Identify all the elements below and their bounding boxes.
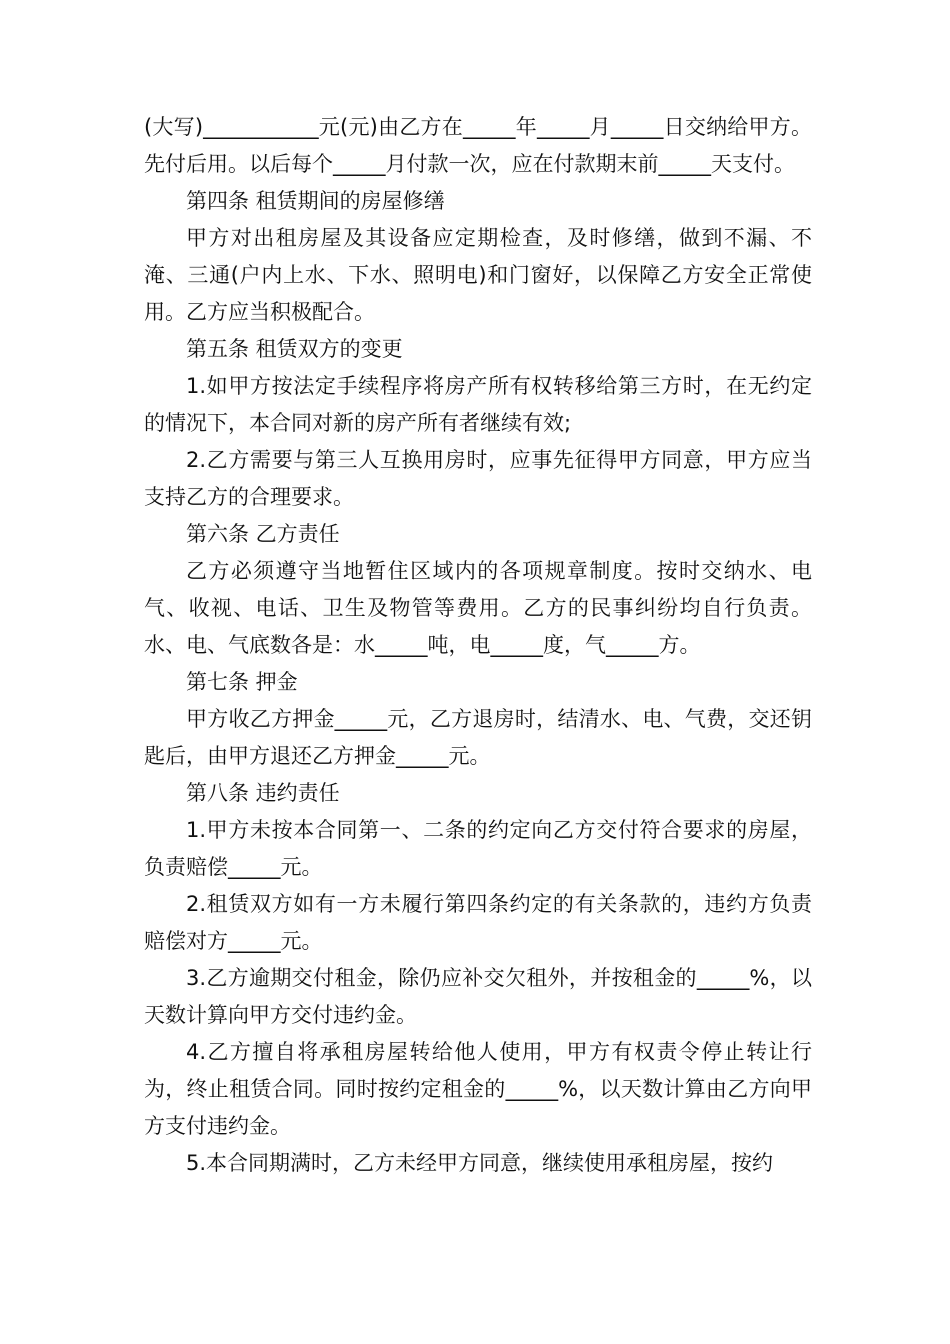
paragraph-breach-3: 3.乙方逾期交付租金，除仍应补交欠租外，并按租金的_____%，以天数计算向甲方交付违约金。 [144,966,812,1027]
heading-article-8: 第八条 违约责任 [186,781,340,805]
paragraph-deposit: 甲方收乙方押金_____元，乙方退房时，结清水、电、气费，交还钥匙后，由甲方退还乙方押金_____元。 [144,707,812,768]
heading-article-4: 第四条 租赁期间的房屋修缮 [186,189,445,213]
paragraph-change-2: 2.乙方需要与第三人互换用房时，应事先征得甲方同意，甲方应当支持乙方的合理要求。 [144,448,812,509]
paragraph-rent-payment: (大写)___________元(元)由乙方在_____年_____月_____日交纳给甲方。先付后用。以后每个_____月付款一次，应在付款期末前_____天支付。 [144,115,812,176]
paragraph-breach-1: 1.甲方未按本合同第一、二条的约定向乙方交付符合要求的房屋，负责赔偿_____元。 [144,818,812,879]
paragraph-breach-5: 5.本合同期满时，乙方未经甲方同意，继续使用承租房屋，按约 [186,1151,774,1175]
heading-article-7: 第七条 押金 [186,670,298,694]
heading-article-6: 第六条 乙方责任 [186,522,340,546]
paragraph-breach-4: 4.乙方擅自将承租房屋转给他人使用，甲方有权责令停止转让行为，终止租赁合同。同时按约定租金的_____%，以天数计算由乙方向甲方支付违约金。 [144,1040,812,1138]
paragraph-change-1: 1.如甲方按法定手续程序将房产所有权转移给第三方时，在无约定的情况下，本合同对新的房产所有者继续有效; [144,374,812,435]
paragraph-repairs: 甲方对出租房屋及其设备应定期检查，及时修缮，做到不漏、不淹、三通(户内上水、下水、照明电)和门窗好，以保障乙方安全正常使用。乙方应当积极配合。 [144,226,812,324]
heading-article-5: 第五条 租赁双方的变更 [186,337,403,361]
document-body [144,109,812,1182]
paragraph-tenant-duties: 乙方必须遵守当地暂住区域内的各项规章制度。按时交纳水、电气、收视、电话、卫生及物管等费用。乙方的民事纠纷均自行负责。水、电、气底数各是：水_____吨，电_____度，气_____方。 [144,559,812,657]
paragraph-breach-2: 2.租赁双方如有一方未履行第四条约定的有关条款的，违约方负责赔偿对方_____元。 [144,892,812,953]
